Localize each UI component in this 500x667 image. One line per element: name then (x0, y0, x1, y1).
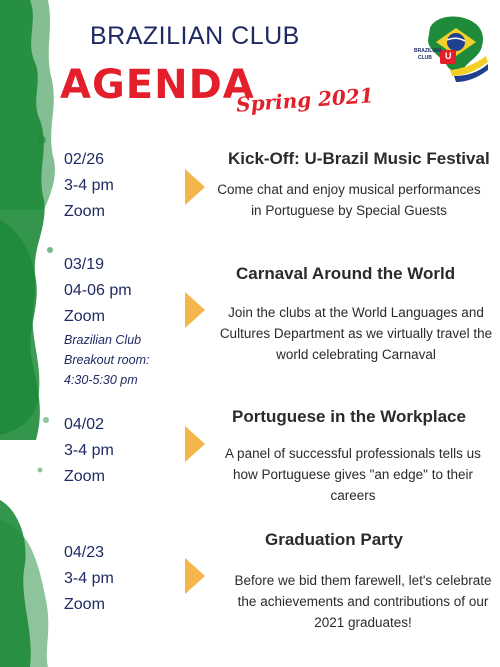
event-time: 3-4 pm (64, 177, 114, 194)
event-time: 3-4 pm (64, 570, 114, 587)
event-date: 02/26 (64, 151, 105, 168)
event-location: Zoom (64, 596, 105, 613)
agenda-heading: AGENDA (60, 62, 255, 108)
brazilian-club-logo (414, 10, 490, 90)
event-description: A panel of successful professionals tells us how Portuguese gives "an edge" to their careers (225, 446, 481, 503)
event-date-block (64, 147, 114, 225)
event-note: Brazilian Club (64, 333, 142, 347)
event-description: Come chat and enjoy musical performances in Portuguese by Special Guests (217, 182, 481, 218)
event-date: 04/23 (64, 544, 105, 561)
logo-text-line1: BRAZILIAN (414, 48, 441, 54)
agenda-event (0, 407, 500, 510)
event-title: Carnaval Around the World (236, 264, 456, 283)
event-time: 3-4 pm (64, 442, 114, 459)
event-description: Before we bid them farewell, let's celebrate the achievements and contributions of our 2021 graduates! (234, 573, 492, 630)
arrow-icon (185, 169, 205, 205)
event-title: Portuguese in the Workplace (232, 407, 466, 426)
event-date-block (64, 252, 149, 390)
arrow-icon (185, 426, 205, 462)
event-date-block (64, 412, 114, 490)
event-location: Zoom (64, 308, 105, 325)
arrow-icon (185, 292, 205, 328)
event-date: 04/02 (64, 416, 105, 433)
agenda-event (0, 250, 500, 390)
event-description: Join the clubs at the World Languages and Cultures Department as we virtually travel the world celebrating Carnaval (219, 305, 493, 362)
event-note: Breakout room: (64, 353, 150, 367)
event-date: 03/19 (64, 256, 105, 273)
event-title: Kick-Off: U-Brazil Music Festival (228, 149, 490, 168)
agenda-event (0, 530, 500, 650)
season-label: Spring 2021 (235, 83, 375, 117)
event-note: 4:30-5:30 pm (64, 373, 138, 387)
agenda-event (0, 145, 500, 245)
logo-badge-letter: U (445, 51, 452, 61)
club-name: BRAZILIAN CLUB (90, 22, 300, 50)
event-location: Zoom (64, 203, 105, 220)
event-title: Graduation Party (265, 530, 403, 549)
event-time: 04-06 pm (64, 282, 132, 299)
logo-text-line2: CLUB (418, 55, 432, 61)
event-location: Zoom (64, 468, 105, 485)
event-date-block (64, 540, 114, 618)
arrow-icon (185, 558, 205, 594)
